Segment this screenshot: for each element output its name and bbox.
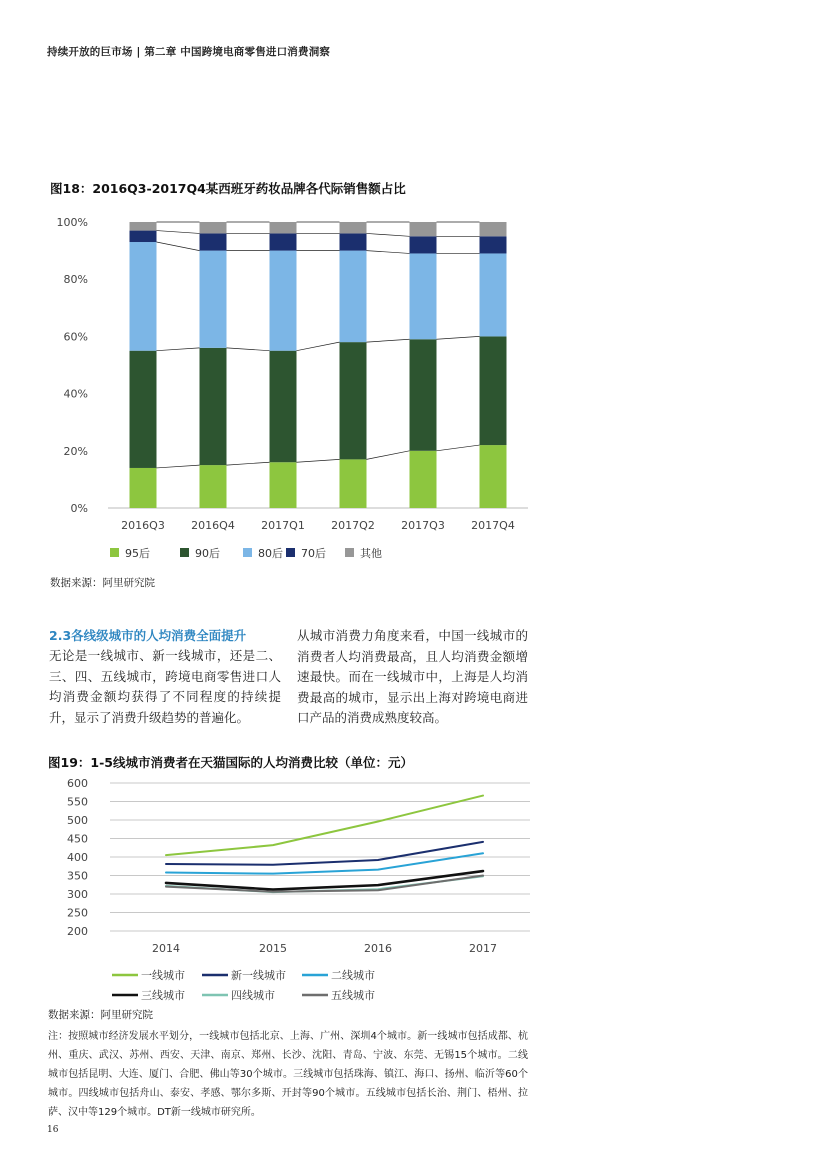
bar-segment-其他 — [410, 222, 437, 236]
legend-swatch-其他 — [345, 548, 354, 557]
figure-18-source: 数据来源：阿里研究院 — [50, 577, 155, 589]
y-tick-label: 20% — [63, 444, 88, 458]
x-tick-label: 2016Q4 — [191, 519, 235, 532]
series-connector-line — [367, 339, 410, 342]
legend-label: 70后 — [301, 547, 326, 560]
bar-segment-80后 — [480, 253, 507, 336]
bar-segment-70后 — [130, 231, 157, 242]
bar-segment-70后 — [200, 233, 227, 250]
legend-swatch-80后 — [243, 548, 252, 557]
bar-segment-95后 — [200, 465, 227, 508]
page-number: 16 — [47, 1125, 59, 1135]
figure-19-source: 数据来源：阿里研究院 — [48, 1009, 153, 1021]
x-tick-label: 2017Q3 — [401, 519, 445, 532]
legend-label: 其他 — [360, 547, 382, 560]
bar-segment-70后 — [410, 236, 437, 253]
bar-segment-90后 — [410, 339, 437, 451]
legend-label: 80后 — [258, 547, 283, 560]
series-connector-line — [227, 348, 270, 351]
legend-label: 一线城市 — [141, 969, 185, 982]
series-connector-line — [297, 342, 340, 351]
bar-segment-90后 — [270, 351, 297, 463]
bar-segment-95后 — [130, 468, 157, 508]
legend-label: 新一线城市 — [231, 969, 286, 982]
series-connector-line — [157, 242, 200, 251]
x-tick-label: 2016Q3 — [121, 519, 165, 532]
bar-segment-95后 — [270, 462, 297, 508]
y-tick-label: 200 — [67, 925, 88, 938]
y-tick-label: 0% — [70, 502, 88, 515]
bar-segment-70后 — [270, 233, 297, 250]
x-tick-label: 2017Q4 — [471, 519, 515, 532]
page-header: 持续开放的巨市场 | 第二章 中国跨境电商零售进口消费洞察 — [47, 46, 331, 58]
section-title: 2.3各线级城市的人均消费全面提升 — [49, 628, 247, 643]
y-tick-label: 60% — [63, 330, 88, 344]
series-connector-line — [157, 348, 200, 351]
x-tick-label: 2014 — [152, 942, 180, 955]
x-tick-label: 2017 — [469, 942, 497, 955]
bar-segment-95后 — [480, 445, 507, 508]
series-connector-line — [437, 336, 480, 339]
figure-19-line-chart — [40, 772, 540, 1007]
series-connector-line — [367, 233, 410, 236]
x-tick-label: 2017Q1 — [261, 519, 305, 532]
bar-segment-90后 — [200, 348, 227, 465]
figure-18-title: 图18：2016Q3-2017Q4某西班牙药妆品牌各代际销售额占比 — [50, 181, 406, 196]
y-tick-label: 500 — [67, 814, 88, 827]
bar-segment-95后 — [410, 451, 437, 508]
bar-segment-其他 — [480, 222, 507, 236]
bar-segment-90后 — [340, 342, 367, 459]
y-tick-label: 550 — [67, 795, 88, 809]
section-paragraph-right: 从城市消费力角度来看，中国一线城市的消费者人均消费最高，且人均消费金额增速最快。而在一线城市中，上海是人均消费最高的城市，显示出上海对跨境电商进口产品的消费成熟度较高。 — [297, 628, 528, 725]
figure-19-title: 图19：1-5线城市消费者在天猫国际的人均消费比较（单位：元） — [48, 755, 413, 770]
y-tick-label: 350 — [67, 869, 88, 883]
y-tick-label: 250 — [67, 906, 88, 920]
series-connector-line — [227, 462, 270, 465]
series-connector-line — [157, 231, 200, 234]
y-tick-label: 450 — [67, 832, 88, 846]
bar-segment-80后 — [270, 251, 297, 351]
legend-label: 二线城市 — [331, 969, 375, 982]
y-tick-label: 600 — [67, 777, 88, 790]
figure-18-stacked-bar-chart — [40, 210, 540, 570]
bar-segment-80后 — [200, 251, 227, 348]
bar-segment-其他 — [340, 222, 367, 233]
bar-segment-其他 — [270, 222, 297, 233]
figure-19-note: 注：按照城市经济发展水平划分，一线城市包括北京、上海、广州、深圳4个城市。新一线城市包括成都、杭州、重庆、武汉、苏州、西安、天津、南京、郑州、长沙、沈阳、青岛、宁波、东莞、无锡15个城市。二线城市包括昆明、大连、厦门、合肥、佛山等30个城市。三线城市包括珠海、镇江、海口、扬州、临沂等60个城市。四线城市包括舟山、泰安、孝感、鄂尔多斯、开封等90个城市。五线城市包括长治、荆门、梧州、拉萨、汉中等129个城市。DT新一线城市研究所。 — [48, 1031, 528, 1118]
series-connector-line — [297, 459, 340, 462]
y-tick-label: 400 — [67, 851, 88, 864]
bar-segment-90后 — [130, 351, 157, 468]
series-connector-line — [367, 251, 410, 254]
bar-segment-其他 — [200, 222, 227, 233]
bar-segment-80后 — [410, 253, 437, 339]
x-tick-label: 2016 — [364, 942, 392, 955]
bar-segment-其他 — [130, 222, 157, 231]
y-tick-label: 300 — [67, 888, 88, 901]
bar-segment-95后 — [340, 459, 367, 508]
legend-label: 95后 — [125, 547, 150, 560]
bar-segment-70后 — [340, 233, 367, 250]
series-connector-line — [367, 451, 410, 460]
bar-segment-80后 — [130, 242, 157, 351]
x-tick-label: 2015 — [259, 942, 287, 955]
legend-label: 四线城市 — [231, 989, 275, 1002]
y-tick-label: 100% — [56, 216, 88, 229]
legend-label: 三线城市 — [141, 989, 185, 1002]
series-connector-line — [157, 465, 200, 468]
legend-label: 五线城市 — [331, 989, 375, 1002]
y-tick-label: 80% — [63, 273, 88, 287]
bar-segment-70后 — [480, 236, 507, 253]
bar-segment-80后 — [340, 251, 367, 343]
series-connector-line — [437, 445, 480, 451]
y-tick-label: 40% — [63, 387, 88, 401]
bar-segment-90后 — [480, 336, 507, 445]
x-tick-label: 2017Q2 — [331, 519, 375, 532]
series-line-一线城市 — [166, 796, 483, 856]
legend-swatch-95后 — [110, 548, 119, 557]
legend-swatch-70后 — [286, 548, 295, 557]
legend-label: 90后 — [195, 547, 220, 560]
section-paragraph-left: 无论是一线城市、新一线城市，还是二、三、四、五线城市，跨境电商零售进口人均消费金额均获得了不同程度的持续提升，显示了消费升级趋势的普遍化。 — [49, 648, 281, 725]
legend-swatch-90后 — [180, 548, 189, 557]
